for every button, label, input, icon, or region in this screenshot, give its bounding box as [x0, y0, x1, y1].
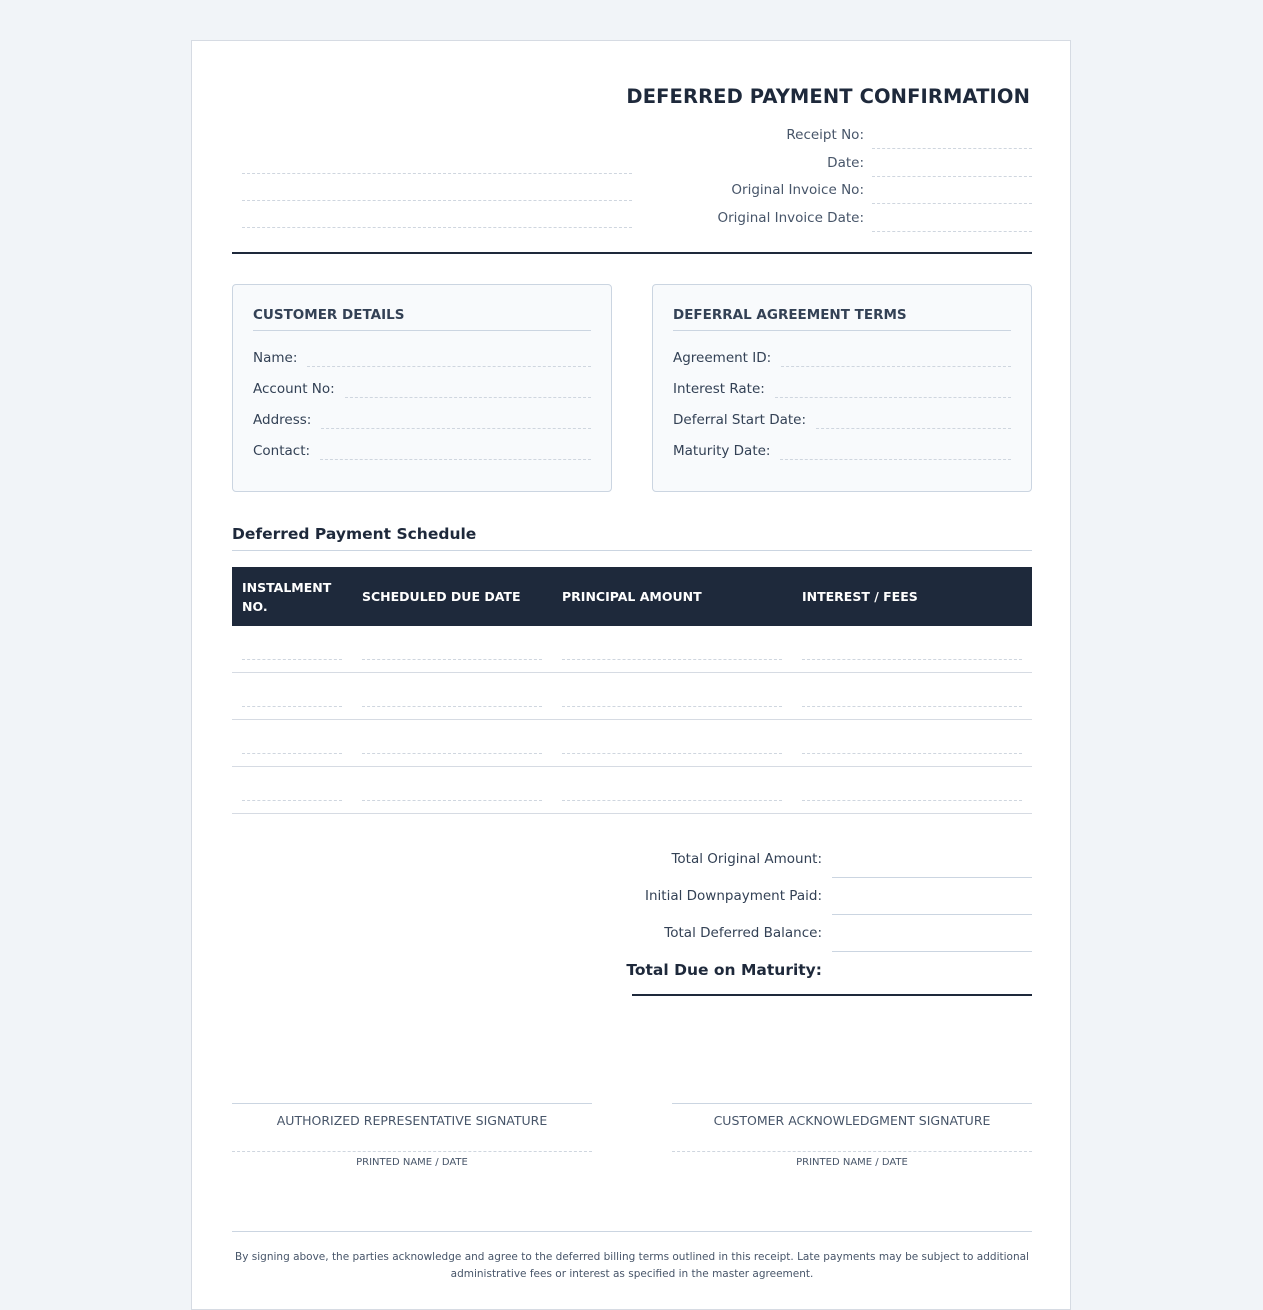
schedule-title: Deferred Payment Schedule	[232, 525, 1032, 551]
table-cell[interactable]	[792, 673, 1032, 720]
customer-printed-name-line[interactable]	[672, 1151, 1032, 1152]
grand-total-label: Total Due on Maturity:	[626, 961, 822, 979]
cell-line	[362, 706, 542, 707]
customer-signature-line[interactable]	[672, 1103, 1032, 1104]
total-label: Initial Downpayment Paid:	[644, 888, 822, 904]
customer-address-row	[253, 410, 591, 430]
panel-title: DEFERRAL AGREEMENT TERMS	[673, 307, 1011, 331]
total-due-on-maturity-row[interactable]	[626, 952, 1032, 996]
table-header-row	[232, 567, 1032, 626]
printed-name-label: PRINTED NAME / DATE	[796, 1157, 908, 1168]
document-page	[191, 40, 1071, 1310]
field-label: Deferral Start Date:	[673, 412, 807, 428]
table-cell[interactable]	[232, 626, 352, 673]
table-cell[interactable]	[232, 720, 352, 767]
totals-block	[626, 841, 1032, 996]
total-deferred-balance-row	[632, 915, 1032, 952]
table-row	[232, 720, 1032, 767]
table-cell[interactable]	[552, 767, 792, 814]
document-title: DEFERRED PAYMENT CONFIRMATION	[626, 85, 1030, 108]
column-header-principal: PRINCIPAL AMOUNT	[552, 567, 792, 626]
field-label: Account No:	[253, 381, 335, 397]
meta-label: Receipt No:	[786, 127, 864, 143]
interest-rate-field[interactable]	[775, 396, 1011, 398]
meta-label: Original Invoice Date:	[717, 209, 864, 226]
cell-line	[242, 659, 342, 660]
maturity-date-row	[673, 441, 1011, 461]
table-cell[interactable]	[792, 767, 1032, 814]
field-label: Maturity Date:	[673, 443, 771, 459]
cell-line	[362, 800, 542, 801]
initial-downpayment-row	[632, 878, 1032, 915]
cell-line	[562, 800, 782, 801]
footer-disclaimer: By signing above, the parties acknowledge and agree to the deferred billing terms outlined in this receipt. Late payments may be subject to additional administrative fees or interest as specified in the master agreement.	[232, 1231, 1032, 1283]
customer-name-row	[253, 348, 591, 368]
field-label: Address:	[253, 412, 312, 428]
customer-contact-field[interactable]	[320, 458, 591, 460]
date-field[interactable]	[872, 176, 1032, 177]
maturity-date-field[interactable]	[780, 458, 1011, 460]
cell-line	[802, 753, 1022, 754]
customer-name-field[interactable]	[307, 365, 591, 367]
total-label: Total Original Amount:	[671, 851, 822, 867]
meta-row-original-invoice-date	[672, 206, 1032, 234]
total-label: Total Deferred Balance:	[664, 925, 822, 941]
agreement-id-row	[673, 348, 1011, 368]
interest-rate-row	[673, 379, 1011, 399]
field-label: Interest Rate:	[673, 381, 765, 397]
customer-account-row	[253, 379, 591, 399]
original-invoice-no-field[interactable]	[872, 203, 1032, 204]
table-cell[interactable]	[232, 673, 352, 720]
signature-label: CUSTOMER ACKNOWLEDGMENT SIGNATURE	[713, 1113, 991, 1128]
cell-line	[562, 706, 782, 707]
table-cell[interactable]	[552, 720, 792, 767]
table-cell[interactable]	[552, 626, 792, 673]
agreement-id-field[interactable]	[781, 365, 1011, 367]
representative-signature-line[interactable]	[232, 1103, 592, 1104]
table-row	[232, 767, 1032, 814]
printed-name-label: PRINTED NAME / DATE	[356, 1157, 468, 1168]
table-row	[232, 626, 1032, 673]
column-header-interest-fees: INTEREST / FEES	[792, 567, 1032, 626]
meta-row-receipt-no	[672, 123, 1032, 151]
cell-line	[802, 800, 1022, 801]
cell-line	[242, 706, 342, 707]
payment-schedule-table	[232, 567, 1032, 814]
cell-line	[562, 753, 782, 754]
representative-signature-block	[232, 1103, 592, 1168]
receipt-meta	[672, 123, 1032, 233]
table-cell[interactable]	[352, 720, 552, 767]
table-cell[interactable]	[352, 673, 552, 720]
table-row	[232, 673, 1032, 720]
column-header-due-date: SCHEDULED DUE DATE	[352, 567, 552, 626]
signature-label: AUTHORIZED REPRESENTATIVE SIGNATURE	[276, 1113, 548, 1128]
meta-label: Original Invoice No:	[731, 182, 864, 198]
customer-contact-row	[253, 441, 591, 461]
cell-line	[802, 706, 1022, 707]
representative-printed-name-line[interactable]	[232, 1151, 592, 1152]
cell-line	[242, 753, 342, 754]
cell-line	[362, 753, 542, 754]
customer-details-panel	[232, 284, 612, 492]
original-invoice-date-field[interactable]	[872, 231, 1032, 232]
deferral-terms-panel	[652, 284, 1032, 492]
sender-line[interactable]	[242, 147, 632, 174]
field-label: Name:	[253, 350, 298, 366]
total-original-amount-row	[632, 841, 1032, 878]
meta-label: Date:	[827, 154, 864, 171]
meta-row-original-invoice-no	[672, 178, 1032, 206]
customer-account-field[interactable]	[345, 396, 591, 398]
customer-signature-block	[672, 1103, 1032, 1168]
cell-line	[362, 659, 542, 660]
receipt-no-field[interactable]	[872, 148, 1032, 149]
table-cell[interactable]	[352, 767, 552, 814]
table-cell[interactable]	[792, 720, 1032, 767]
deferral-start-row	[673, 410, 1011, 430]
panel-title: CUSTOMER DETAILS	[253, 307, 591, 331]
meta-row-date	[672, 151, 1032, 179]
cell-line	[242, 800, 342, 801]
field-label: Agreement ID:	[673, 350, 772, 366]
header-divider	[232, 252, 1032, 254]
table-cell[interactable]	[352, 626, 552, 673]
table-cell[interactable]	[552, 673, 792, 720]
sender-line[interactable]	[242, 201, 632, 228]
table-cell[interactable]	[792, 626, 1032, 673]
sender-line[interactable]	[242, 174, 632, 201]
sender-address-block	[242, 147, 632, 228]
field-label: Contact:	[253, 443, 311, 459]
cell-line	[802, 659, 1022, 660]
cell-line	[562, 659, 782, 660]
table-cell[interactable]	[232, 767, 352, 814]
deferral-start-field[interactable]	[816, 427, 1011, 429]
column-header-instalment-no: INSTALMENT NO.	[232, 567, 352, 626]
customer-address-field[interactable]	[321, 427, 591, 429]
